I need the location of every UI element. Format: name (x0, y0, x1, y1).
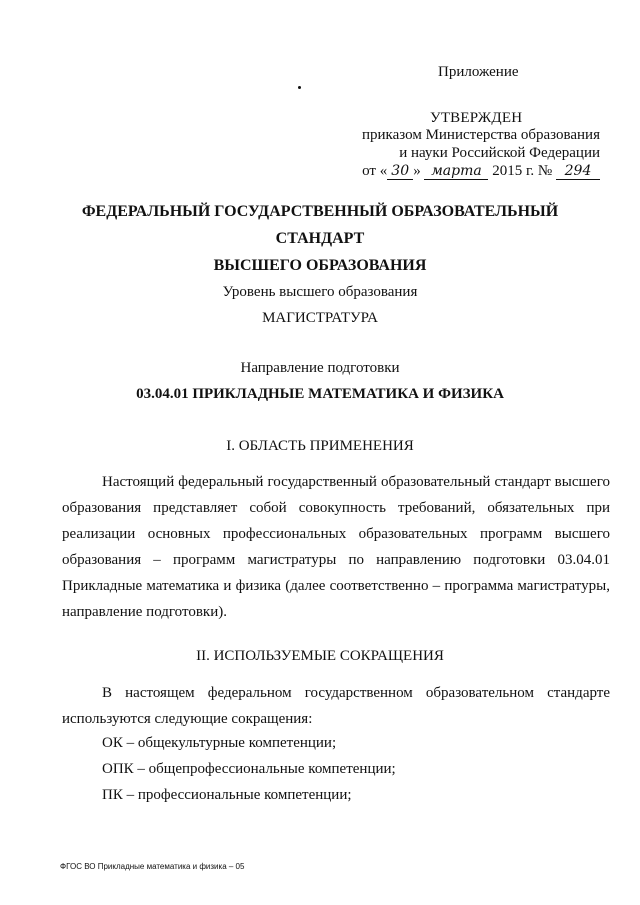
date-prefix: от « (362, 163, 388, 179)
page-footer: ФГОС ВО Прикладные математика и физика – 05 (60, 862, 245, 871)
handwritten-day: 30 (387, 164, 413, 180)
title-line-1: ФЕДЕРАЛЬНЫЙ ГОСУДАРСТВЕННЫЙ ОБРАЗОВАТЕЛЬНЫЙ СТАНДАРТ (81, 203, 559, 247)
level-label: Уровень высшего образования (222, 284, 418, 300)
handwritten-order-number: 294 (556, 164, 600, 180)
order-line-1: приказом Министерства образования (362, 127, 600, 143)
abbreviation-item: ОК – общекультурные компетенции; (102, 735, 337, 751)
document-title (40, 198, 600, 279)
section-1-paragraph (62, 469, 610, 625)
order-block (300, 126, 600, 180)
section-1-text: Настоящий федеральный государственный образовательный стандарт высшего образования представляет собой совокупность требований, обязательных при реализации основных профессиональных образовательных программ высшего образования – программ магистратуры по направлению подготовки 03.04.01 Прикладные математика и физика (далее соответственно – программа магистратуры, направление подготовки). (62, 474, 610, 620)
approved-label: УТВЕРЖДЕН (430, 110, 523, 126)
scan-speck (298, 86, 301, 89)
abbreviation-item: ОПК – общепрофессиональные компетенции; (102, 761, 396, 777)
order-date-line (300, 162, 600, 180)
section-2-intro-text: В настоящем федеральном государственном образовательном стандарте используются следующие сокращения: (62, 685, 610, 727)
section-2-heading: II. ИСПОЛЬЗУЕМЫЕ СОКРАЩЕНИЯ (196, 648, 444, 664)
direction-value: 03.04.01 ПРИКЛАДНЫЕ МАТЕМАТИКА И ФИЗИКА (136, 386, 504, 402)
title-line-2: ВЫСШЕГО ОБРАЗОВАНИЯ (213, 257, 427, 274)
abbreviation-item: ПК – профессиональные компетенции; (102, 787, 352, 803)
order-line-2: и науки Российской Федерации (399, 145, 600, 161)
appendix-label: Приложение (438, 64, 519, 80)
date-mid: » (413, 163, 421, 179)
date-year: 2015 г. № (492, 163, 553, 179)
handwritten-month: марта (424, 164, 488, 180)
section-1-heading: I. ОБЛАСТЬ ПРИМЕНЕНИЯ (226, 438, 414, 454)
direction-label: Направление подготовки (240, 360, 400, 376)
section-2-intro (62, 680, 610, 732)
level-value: МАГИСТРАТУРА (262, 310, 378, 326)
